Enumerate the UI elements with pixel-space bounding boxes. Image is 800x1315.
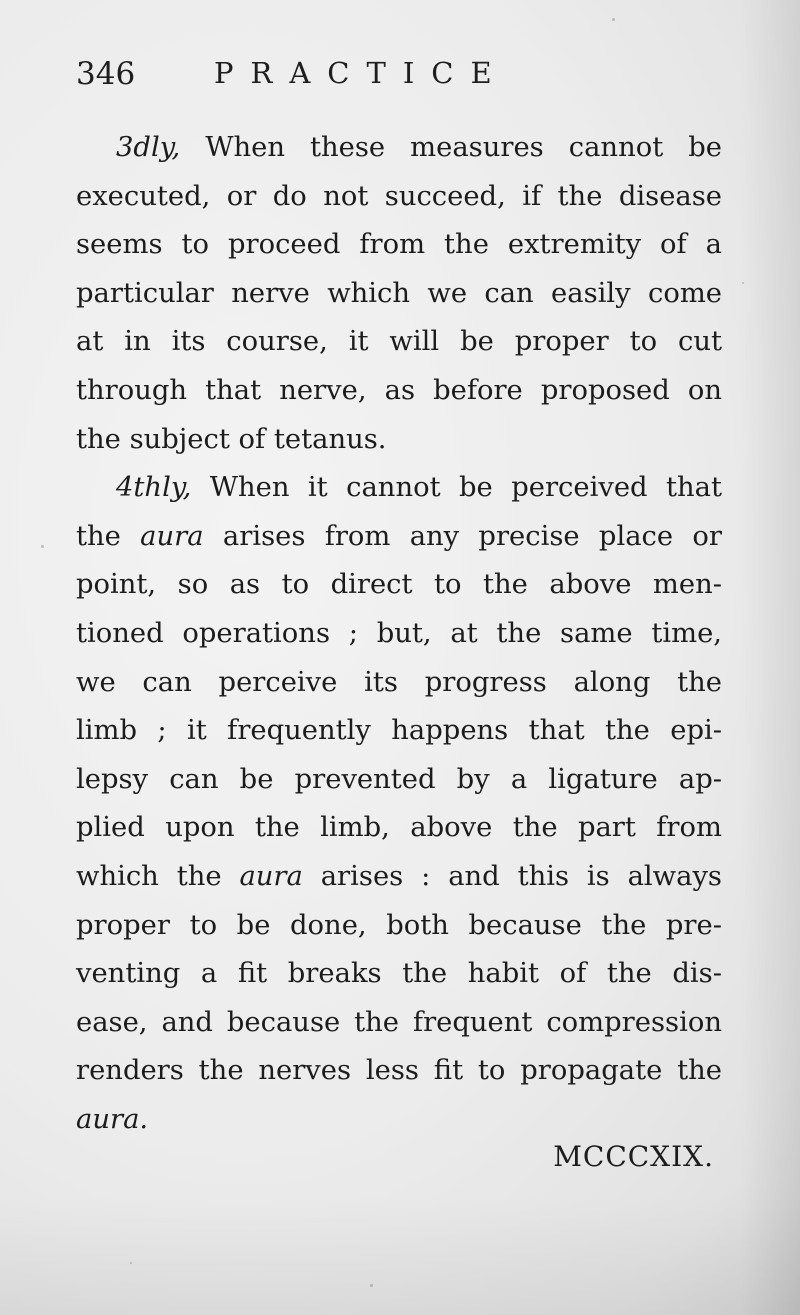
text-fragment: which the <box>76 860 222 892</box>
text-line: plied upon the limb, above the part from <box>76 812 722 844</box>
italic-term: aura <box>239 860 303 892</box>
text-line: lepsy can be prevented by a ligature ap- <box>76 763 722 795</box>
text-line: particular nerve which we can easily come <box>76 277 722 309</box>
text-line: renders the nerves less fit to propagate the <box>76 1055 722 1087</box>
paragraph-lead: 4thly, <box>116 472 192 504</box>
text-line: venting a fit breaks the habit of the dis- <box>76 958 722 990</box>
text-line <box>76 513 722 562</box>
text-line: point, so as to direct to the above men- <box>76 569 722 601</box>
page-edge-shadow <box>740 0 800 1315</box>
paper-speck <box>41 545 44 548</box>
text-fragment: arises : and this is always <box>320 860 722 892</box>
paper-speck <box>742 282 744 284</box>
italic-term: aura. <box>76 1103 149 1135</box>
italic-term: aura <box>140 520 204 552</box>
page-bottom-shadow <box>0 1195 800 1315</box>
text-line: we can perceive its progress along the <box>76 666 722 698</box>
running-head: PRACTICE <box>214 56 509 90</box>
text-fragment: When these measures cannot be <box>205 132 722 163</box>
paragraph-lead: 3dly, <box>116 132 181 163</box>
paper-speck <box>370 1284 373 1287</box>
text-line: limb ; it frequently happens that the epi- <box>76 715 722 747</box>
text-line <box>76 464 722 513</box>
text-line: executed, or do not succeed, if the disease <box>76 180 722 212</box>
page-number: 346 <box>76 56 136 92</box>
text-line: tioned operations ; but, at the same time, <box>76 617 722 649</box>
paper-speck <box>130 1262 132 1264</box>
page-header <box>76 52 726 102</box>
text-fragment: arises from any precise place or <box>222 520 722 552</box>
text-line: at in its course, it will be proper to cut <box>76 326 722 358</box>
catchword: MCCCXIX. <box>553 1140 714 1173</box>
paper-speck <box>612 18 615 21</box>
text-line: through that nerve, as before proposed on <box>76 374 722 406</box>
text-fragment: the <box>76 520 121 552</box>
text-line: the subject of tetanus. <box>76 423 387 455</box>
text-line <box>76 853 722 902</box>
text-fragment: When it cannot be perceived that <box>209 472 722 504</box>
text-line <box>76 1096 722 1145</box>
body-text <box>76 124 722 1144</box>
text-line: seems to proceed from the extremity of a <box>76 229 722 261</box>
text-line <box>76 124 722 173</box>
text-line: proper to be done, both because the pre- <box>76 909 722 941</box>
text-line: ease, and because the frequent compression <box>76 1006 722 1038</box>
